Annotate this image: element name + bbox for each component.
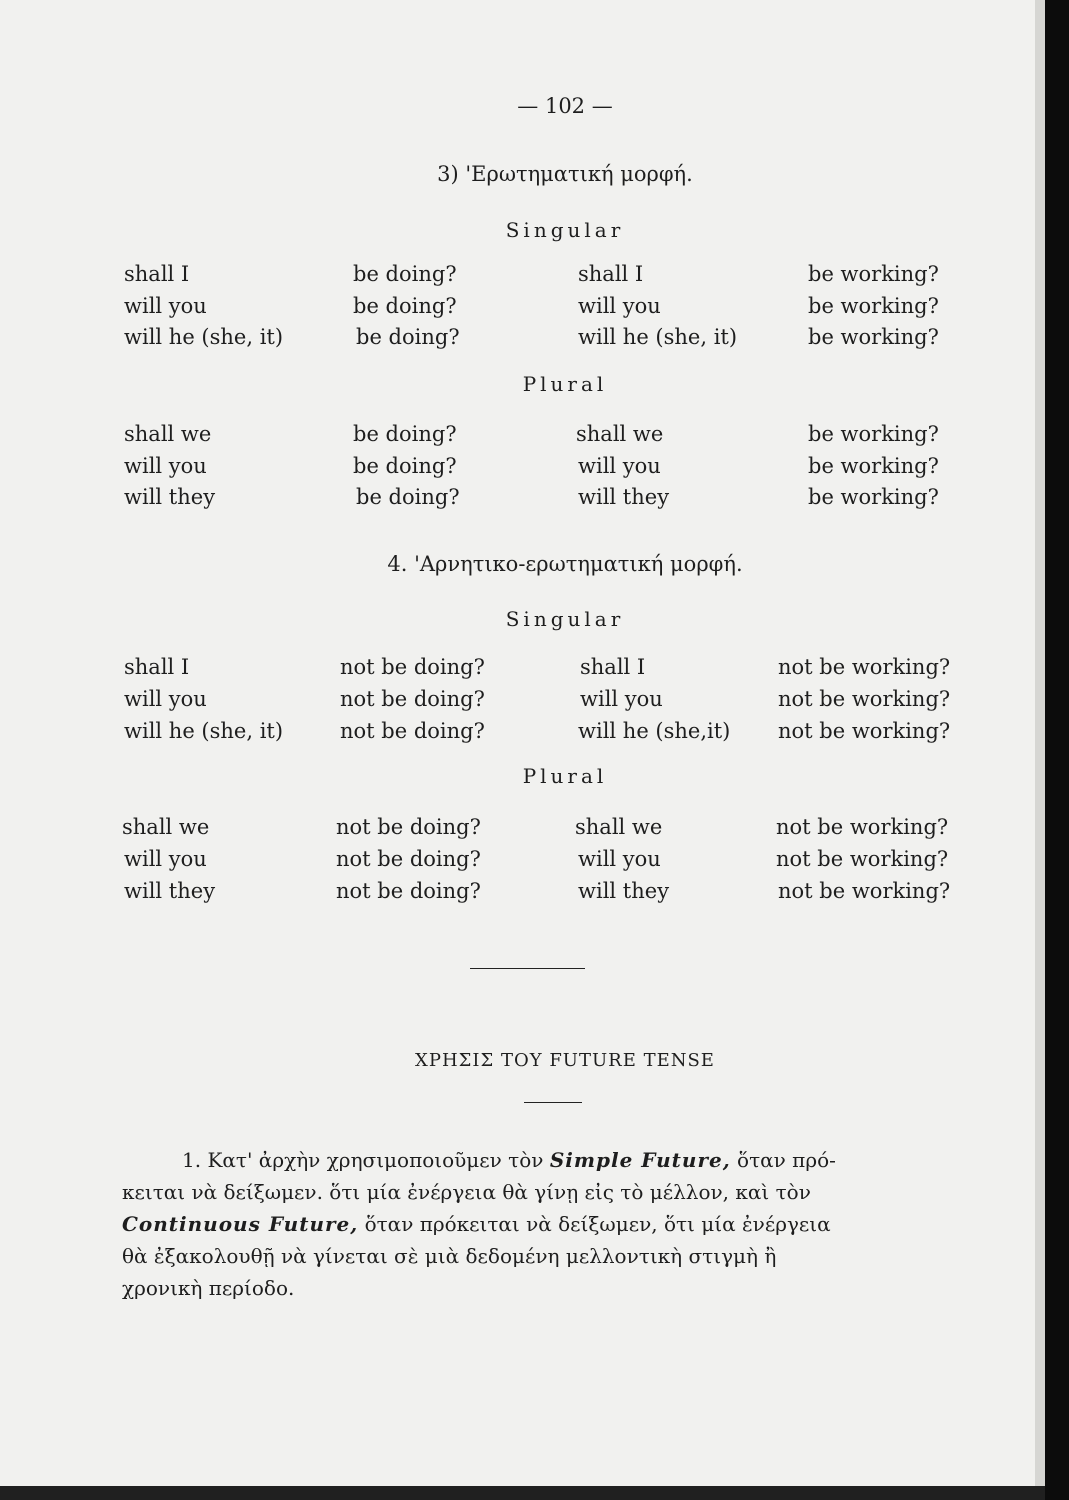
verb-left: not be doing? bbox=[336, 847, 481, 871]
pronoun-left: shall I bbox=[124, 655, 190, 679]
verb-right: not be working? bbox=[776, 815, 949, 839]
scan-border-right bbox=[1045, 0, 1069, 1500]
pronoun-left: will he (she, it) bbox=[124, 719, 284, 743]
pronoun-left: shall we bbox=[124, 422, 212, 446]
pronoun-right: shall I bbox=[578, 262, 644, 286]
verb-right: not be working? bbox=[778, 655, 951, 679]
verb-right: not be working? bbox=[776, 847, 949, 871]
title-underline bbox=[524, 1102, 582, 1103]
paragraph-line: θὰ ἐξακολουθῇ νὰ γίνεται σὲ μιὰ δεδομένη μελλοντικὴ στιγμὴ ἢ bbox=[122, 1244, 777, 1268]
verb-left: not be doing? bbox=[340, 655, 485, 679]
verb-left: not be doing? bbox=[336, 879, 481, 903]
pronoun-left: will they bbox=[124, 485, 216, 509]
verb-left: be doing? bbox=[353, 454, 457, 478]
pronoun-left: shall I bbox=[124, 262, 190, 286]
section3-plural-label: Plural bbox=[522, 372, 608, 396]
verb-left: be doing? bbox=[353, 294, 457, 318]
line-text: ὅταν πρόκειται νὰ δείξωμεν, ὅτι μία ἐνέργεια bbox=[358, 1212, 831, 1236]
section4-plural-label: Plural bbox=[522, 764, 608, 788]
scan-border-bottom bbox=[0, 1486, 1045, 1500]
section3-singular-label: Singular bbox=[505, 218, 625, 242]
verb-right: be working? bbox=[808, 325, 939, 349]
pronoun-right: shall we bbox=[576, 422, 664, 446]
pronoun-right: shall we bbox=[575, 815, 663, 839]
pronoun-left: will they bbox=[124, 879, 216, 903]
verb-right: not be working? bbox=[778, 687, 951, 711]
pronoun-right: will they bbox=[578, 879, 670, 903]
paragraph-line: χρονικὴ περίοδο. bbox=[122, 1276, 295, 1300]
pronoun-right: will he (she,it) bbox=[578, 719, 731, 743]
verb-left: be doing? bbox=[353, 422, 457, 446]
verb-left: be doing? bbox=[353, 262, 457, 286]
verb-left: be doing? bbox=[356, 325, 460, 349]
verb-left: not be doing? bbox=[340, 687, 485, 711]
verb-right: be working? bbox=[808, 422, 939, 446]
pronoun-left: will you bbox=[124, 687, 207, 711]
pronoun-left: shall we bbox=[122, 815, 210, 839]
term-simple-future: Simple Future, bbox=[549, 1148, 731, 1172]
verb-right: not be working? bbox=[778, 879, 951, 903]
pronoun-right: will you bbox=[578, 454, 661, 478]
pronoun-left: will you bbox=[124, 847, 207, 871]
usage-title: ΧΡΗΣΙΣ ΤΟΥ FUTURE TENSE bbox=[415, 1050, 715, 1071]
pronoun-left: will you bbox=[124, 454, 207, 478]
pronoun-right: will you bbox=[578, 847, 661, 871]
paragraph-line: κειται νὰ δείξωμεν. ὅτι μία ἐνέργεια θὰ γίνῃ εἰς τὸ μέλλον, καὶ τὸν bbox=[122, 1180, 811, 1204]
pronoun-right: will he (she, it) bbox=[578, 325, 738, 349]
separator-rule bbox=[470, 968, 585, 969]
line-text: ὅταν πρό- bbox=[730, 1148, 836, 1172]
paragraph-line bbox=[182, 1148, 1000, 1172]
verb-left: be doing? bbox=[356, 485, 460, 509]
line-text: 1. Κατ' ἀρχὴν χρησιμοποιοῦμεν τὸν bbox=[182, 1148, 550, 1172]
pronoun-left: will he (she, it) bbox=[124, 325, 284, 349]
section4-title: 4. 'Αρνητικο-ερωτηματική μορφή. bbox=[387, 552, 743, 576]
pronoun-right: will they bbox=[578, 485, 670, 509]
verb-right: be working? bbox=[808, 294, 939, 318]
pronoun-right: shall I bbox=[580, 655, 646, 679]
pronoun-left: will you bbox=[124, 294, 207, 318]
page-number: — 102 — bbox=[517, 94, 613, 118]
pronoun-right: will you bbox=[578, 294, 661, 318]
page-edge bbox=[1035, 0, 1045, 1500]
verb-right: be working? bbox=[808, 454, 939, 478]
verb-right: be working? bbox=[808, 262, 939, 286]
pronoun-right: will you bbox=[580, 687, 663, 711]
paragraph-line bbox=[122, 1212, 831, 1236]
verb-right: not be working? bbox=[778, 719, 951, 743]
verb-right: be working? bbox=[808, 485, 939, 509]
verb-left: not be doing? bbox=[340, 719, 485, 743]
section4-singular-label: Singular bbox=[505, 607, 625, 631]
term-continuous-future: Continuous Future, bbox=[122, 1212, 359, 1236]
verb-left: not be doing? bbox=[336, 815, 481, 839]
section3-title: 3) 'Ερωτηματική μορφή. bbox=[437, 162, 693, 186]
